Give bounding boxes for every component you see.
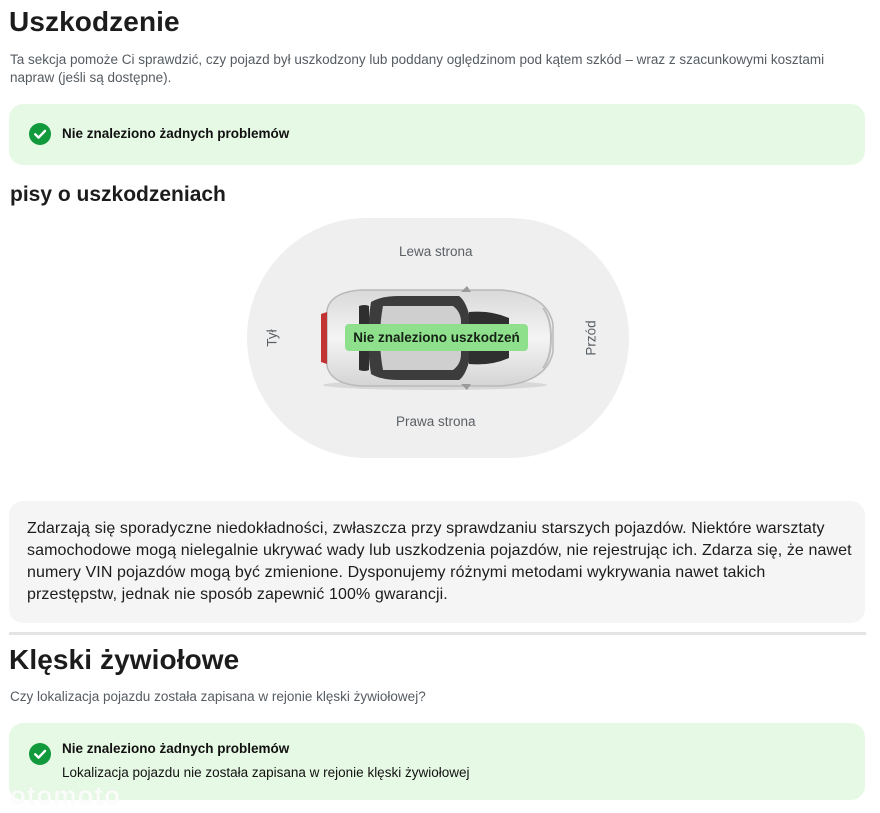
disclaimer-box <box>9 501 865 623</box>
label-right-side: Prawa strona <box>396 414 476 429</box>
disasters-status-text: Nie znaleziono żadnych problemów <box>62 741 290 756</box>
label-rear: Tył <box>264 329 280 347</box>
disasters-description: Czy lokalizacja pojazdu została zapisana w rejonie klęski żywiołowej? <box>10 689 426 704</box>
disclaimer-text: Zdarzają się sporadyczne niedokładności, zwłaszcza przy sprawdzaniu starszych pojazdów. Niektóre warsztaty samochodowe mogą nielegalnie ukrywać wady lub uszkodzenia pojazdów, nie rejestrując ich. Zdarza się, że nawet numery VIN pojazdów mogą być zmienione. Dysponujemy różnymi metodami wykrywania nawet takich przestępstw, jednak nie sposób zapewnić 100% gwarancji. <box>27 520 852 603</box>
damage-status-text: Nie znaleziono żadnych problemów <box>62 126 290 141</box>
section-divider <box>9 632 866 635</box>
damage-description: Ta sekcja pomoże Ci sprawdzić, czy pojazd był uszkodzony lub poddany oględzinom pod kątem szkód – wraz z szacunkowymi kosztami napraw (jeśli są dostępne). <box>10 52 825 85</box>
otomoto-watermark: otomoto <box>10 780 121 810</box>
label-left-side: Lewa strona <box>399 244 473 259</box>
disasters-heading: Klęski żywiołowe <box>9 644 240 675</box>
damage-status-box <box>9 104 865 165</box>
disasters-status-detail: Lokalizacja pojazdu nie została zapisana w rejonie klęski żywiołowej <box>62 765 470 780</box>
damage-records-heading: pisy o uszkodzeniach <box>10 183 226 206</box>
car-damage-diagram <box>247 218 629 458</box>
label-front: Przód <box>583 320 599 356</box>
disasters-status-box <box>9 723 865 800</box>
no-damage-badge: Nie znaleziono uszkodzeń <box>345 324 528 351</box>
damage-heading: Uszkodzenie <box>9 6 180 37</box>
check-circle-icon <box>29 123 51 145</box>
check-circle-icon <box>29 743 51 765</box>
